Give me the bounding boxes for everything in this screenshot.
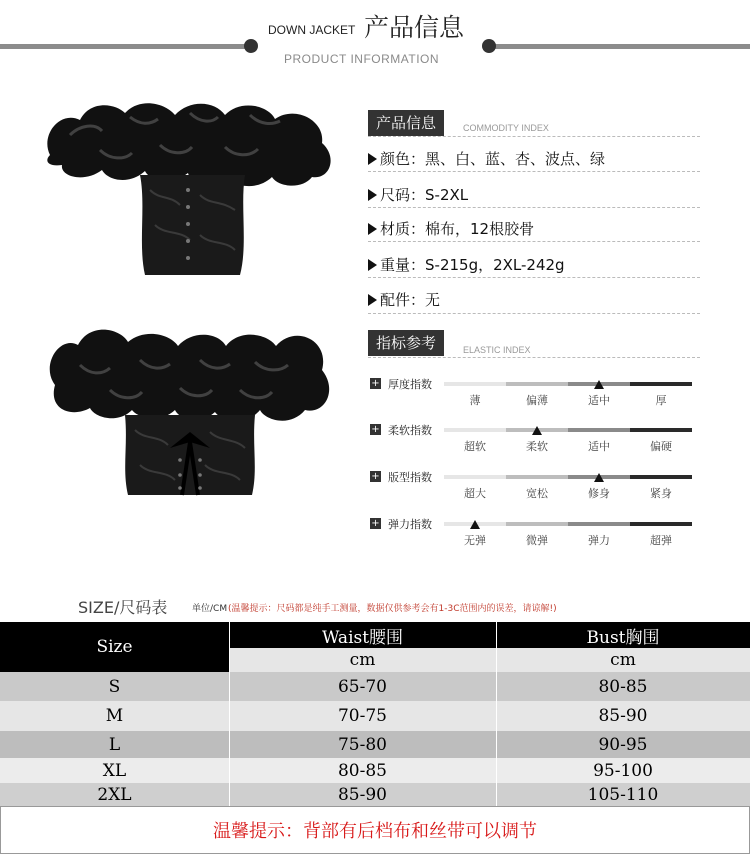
header-title-cn: 产品信息 <box>364 13 465 42</box>
plus-icon: + <box>371 471 380 482</box>
cell-bust: 105-110 <box>496 783 750 806</box>
plus-icon: + <box>371 518 380 529</box>
plus-icon: + <box>371 424 380 435</box>
cell-size: L <box>0 731 229 758</box>
product-image-back <box>40 320 340 500</box>
info-row-color <box>368 148 605 169</box>
info-tag-en: COMMODITY INDEX <box>463 123 549 133</box>
info-divider <box>368 171 700 172</box>
plus-icon: + <box>371 378 380 389</box>
info-row-size <box>368 184 468 205</box>
cell-bust: 85-90 <box>496 701 750 731</box>
index-name: 弹力指数 <box>388 518 432 531</box>
cell-size: S <box>0 672 229 701</box>
index-bar-segment <box>568 522 630 526</box>
bullet-icon <box>368 294 377 306</box>
index-marker-icon <box>594 473 604 482</box>
index-bar-segment <box>506 475 568 479</box>
cell-waist: 70-75 <box>229 701 496 731</box>
cell-size: XL <box>0 758 229 783</box>
index-tag-en: ELASTIC INDEX <box>463 345 531 355</box>
col-header-waist: Waist腰围 <box>229 622 496 648</box>
table-divider <box>496 622 497 806</box>
cell-waist: 75-80 <box>229 731 496 758</box>
index-bar-segment <box>444 428 506 432</box>
bullet-icon <box>368 153 377 165</box>
index-option: 超软 <box>464 440 486 453</box>
cell-bust: 95-100 <box>496 758 750 783</box>
index-name: 版型指数 <box>388 471 432 484</box>
index-bar-segment <box>568 428 630 432</box>
index-bar-segment <box>630 428 692 432</box>
size-chart-title: SIZE/尺码表 <box>78 598 168 617</box>
index-option: 适中 <box>588 394 610 407</box>
bust-unit: cm <box>496 648 750 672</box>
size-chart-note: (温馨提示：尺码都是纯手工测量，数据仅供参考会有1-3C范围内的误差，请谅解!) <box>228 604 557 614</box>
index-option: 宽松 <box>526 487 548 500</box>
info-divider <box>368 207 700 208</box>
size-chart-unit: 单位/CM <box>192 604 228 614</box>
info-row-accessories <box>368 289 440 310</box>
waist-unit: cm <box>229 648 496 672</box>
index-marker-icon <box>470 520 480 529</box>
index-option: 紧身 <box>650 487 672 500</box>
info-label: 颜色： <box>380 150 426 168</box>
index-bar-segment <box>630 475 692 479</box>
bullet-icon <box>368 259 377 271</box>
header-dot-left <box>244 39 258 53</box>
index-option: 偏硬 <box>650 440 672 453</box>
index-bar-segment <box>506 522 568 526</box>
col-header-size: Size <box>0 622 229 672</box>
index-option: 偏薄 <box>526 394 548 407</box>
index-option: 柔软 <box>526 440 548 453</box>
bullet-icon <box>368 189 377 201</box>
index-tag-divider <box>368 357 700 358</box>
info-divider <box>368 277 700 278</box>
cell-size: M <box>0 701 229 731</box>
index-tag: 指标参考 <box>368 330 444 356</box>
header-dot-right <box>482 39 496 53</box>
index-option: 弹力 <box>588 534 610 547</box>
header-line-right <box>488 44 750 49</box>
index-option: 微弹 <box>526 534 548 547</box>
header-line-left <box>0 44 250 49</box>
index-marker-icon <box>594 380 604 389</box>
info-tag: 产品信息 <box>368 110 444 136</box>
index-bar-segment <box>630 382 692 386</box>
info-value: S-215g，2XL-242g <box>425 256 565 274</box>
cell-waist: 80-85 <box>229 758 496 783</box>
index-name: 柔软指数 <box>388 424 432 437</box>
info-label: 配件： <box>380 291 426 309</box>
index-option: 超弹 <box>650 534 672 547</box>
index-marker-icon <box>532 426 542 435</box>
info-value: 棉布，12根胶骨 <box>425 220 535 238</box>
index-bar-segment <box>444 382 506 386</box>
index-option: 修身 <box>588 487 610 500</box>
info-value: 无 <box>425 291 441 309</box>
index-option: 薄 <box>469 394 481 407</box>
col-header-bust: Bust胸围 <box>496 622 750 648</box>
info-value: 黑、白、蓝、杏、波点、绿 <box>425 150 606 168</box>
header-title-en: DOWN JACKET <box>268 23 356 37</box>
index-option: 适中 <box>588 440 610 453</box>
index-option: 厚 <box>655 394 667 407</box>
info-row-material <box>368 218 534 239</box>
product-image-front <box>40 95 340 285</box>
info-label: 重量： <box>380 256 426 274</box>
info-value: S-2XL <box>425 186 469 204</box>
info-label: 尺码： <box>380 186 426 204</box>
index-bar-segment <box>506 382 568 386</box>
index-bar-segment <box>630 522 692 526</box>
index-option: 无弹 <box>464 534 486 547</box>
header-subtitle: PRODUCT INFORMATION <box>284 52 440 66</box>
index-name: 厚度指数 <box>388 378 432 391</box>
index-bar-segment <box>444 475 506 479</box>
cell-waist: 65-70 <box>229 672 496 701</box>
table-divider <box>229 622 230 806</box>
info-row-weight <box>368 254 565 275</box>
size-chart-footer: 温馨提示：背部有后档布和丝带可以调节 <box>0 806 750 854</box>
info-divider <box>368 313 700 314</box>
cell-bust: 90-95 <box>496 731 750 758</box>
info-label: 材质： <box>380 220 426 238</box>
info-tag-divider <box>368 136 700 137</box>
cell-bust: 80-85 <box>496 672 750 701</box>
cell-size: 2XL <box>0 783 229 806</box>
index-option: 超大 <box>464 487 486 500</box>
cell-waist: 85-90 <box>229 783 496 806</box>
bullet-icon <box>368 223 377 235</box>
info-divider <box>368 241 700 242</box>
